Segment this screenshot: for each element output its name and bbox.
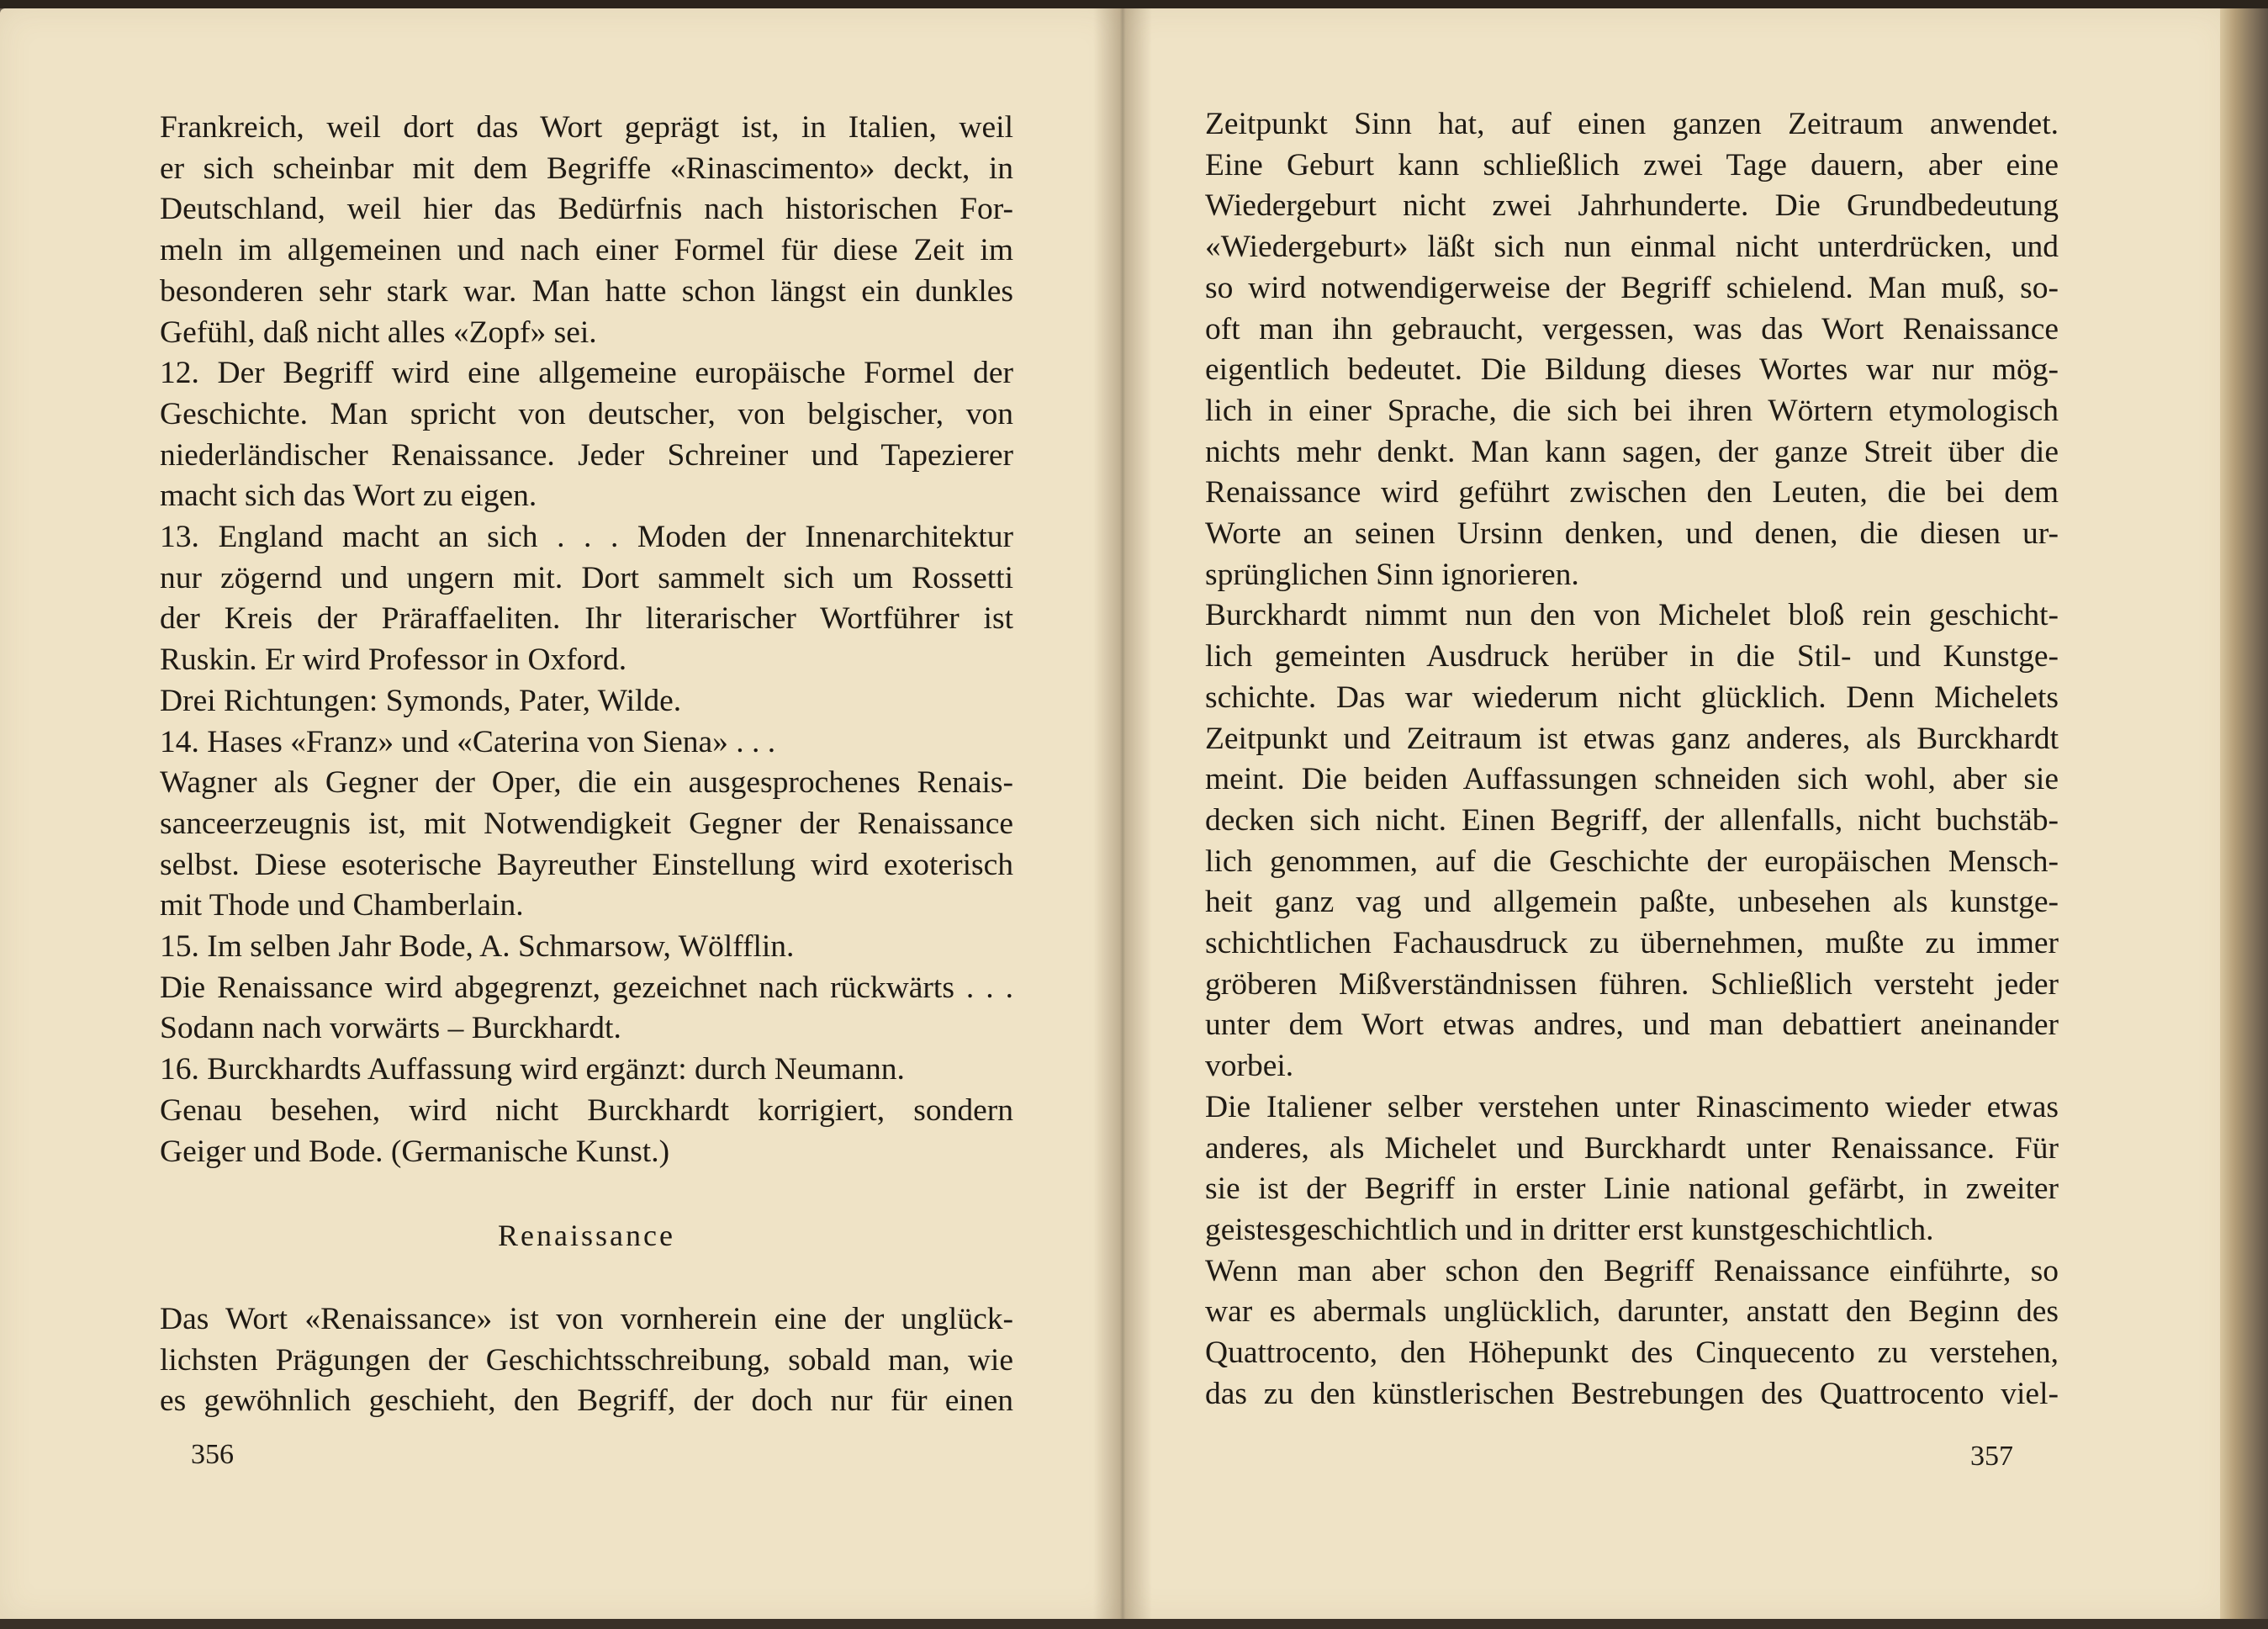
- text-line: das zu den künstlerischen Bestrebungen des Quattrocento viel-: [1205, 1376, 2059, 1411]
- text-line: Wiedergeburt nicht zwei Jahrhunderte. Die Grundbedeutung: [1205, 188, 2059, 224]
- text-line: schichte. Das war wiederum nicht glücklich. Denn Michelets: [1205, 680, 2059, 715]
- text-line: vorbei.: [1205, 1049, 1294, 1084]
- text-line: Quattrocento, den Höhepunkt des Cinquecento zu verstehen,: [1205, 1335, 2059, 1371]
- text-line: Renaissance wird geführt zwischen den Leuten, die bei dem: [1205, 475, 2059, 510]
- text-line: gröberen Mißverständnissen führen. Schließlich versteht jeder: [1205, 966, 2059, 1002]
- text-line: war es abermals unglücklich, darunter, anstatt den Beginn des: [1205, 1294, 2059, 1330]
- text-line: Sodann nach vorwärts – Burckhardt.: [160, 1011, 621, 1046]
- text-line: Genau besehen, wird nicht Burckhardt korrigiert, sondern: [160, 1092, 1013, 1128]
- text-line: nichts mehr denkt. Man kann sagen, der ganze Streit über die: [1205, 434, 2059, 469]
- text-line: oft man ihn gebraucht, vergessen, was das Wort Renaissance: [1205, 311, 2059, 346]
- text-line: es gewöhnlich geschieht, den Begriff, der doch nur für einen: [160, 1383, 1013, 1419]
- text-line: der Kreis der Präraffaeliten. Ihr literarischer Wortführer ist: [160, 601, 1013, 637]
- text-line: sie ist der Begriff in erster Linie national gefärbt, in zweiter: [1205, 1172, 2059, 1207]
- text-line: Eine Geburt kann schließlich zwei Tage dauern, aber eine: [1205, 147, 2059, 182]
- text-line: Deutschland, weil hier das Bedürfnis nach historischen For-: [160, 192, 1013, 227]
- text-line: Das Wort «Renaissance» ist von vornherein eine der unglück-: [160, 1302, 1013, 1336]
- text-line: Die Renaissance wird abgegrenzt, gezeichnet nach rückwärts . . .: [160, 970, 1013, 1005]
- text-line: meint. Die beiden Auffassungen schneiden sich wohl, aber sie: [1205, 762, 2059, 797]
- page-edges: [2220, 8, 2268, 1619]
- text-line: unter dem Wort etwas andres, und man debattiert aneinander: [1205, 1008, 2059, 1043]
- text-line: Drei Richtungen: Symonds, Pater, Wilde.: [160, 683, 682, 718]
- text-line: Ruskin. Er wird Professor in Oxford.: [160, 643, 627, 678]
- text-line: besonderen sehr stark war. Man hatte schon längst ein dunkles: [160, 273, 1013, 309]
- text-line: 15. Im selben Jahr Bode, A. Schmarsow, Wölfflin.: [160, 929, 795, 965]
- text-line: lichsten Prägungen der Geschichtsschreibung, sobald man, wie: [160, 1342, 1013, 1378]
- text-line: niederländischer Renaissance. Jeder Schreiner und Tapezierer: [160, 437, 1013, 473]
- text-line: nur zögernd und ungern mit. Dort sammelt sich um Rossetti: [160, 560, 1013, 595]
- text-line: lich genommen, auf die Geschichte der europäischen Mensch-: [1205, 844, 2059, 879]
- text-line: macht sich das Wort zu eigen.: [160, 479, 537, 514]
- text-line: 13. England macht an sich . . . Moden der Innenarchitektur: [160, 520, 1013, 555]
- page-number-left: 356: [191, 1439, 234, 1470]
- book-gutter: [1093, 8, 1152, 1619]
- left-page-text: [160, 108, 1013, 1172]
- text-line: er sich scheinbar mit dem Begriffe «Rinascimento» deckt, in: [160, 151, 1013, 186]
- section-body: [160, 1299, 1013, 1422]
- top-edge: [0, 0, 2268, 8]
- text-line: decken sich nicht. Einen Begriff, der allenfalls, nicht buchstäb-: [1205, 802, 2059, 838]
- page-number-right: 357: [1970, 1441, 2013, 1472]
- text-line: heit ganz vag und allgemein paßte, unbesehen als kunstge-: [1205, 885, 2059, 920]
- text-line: Geiger und Bode. (Germanische Kunst.): [160, 1134, 670, 1169]
- text-line: eigentlich bedeutet. Die Bildung dieses Wortes war nur mög-: [1205, 352, 2059, 388]
- right-page-text: [1205, 104, 2059, 1415]
- text-line: Zeitpunkt Sinn hat, auf einen ganzen Zeitraum anwendet.: [1205, 107, 2059, 141]
- text-line: Wenn man aber schon den Begriff Renaissance einführte, so: [1205, 1253, 2059, 1288]
- text-line: sprünglichen Sinn ignorieren.: [1205, 557, 1579, 592]
- text-line: Wagner als Gegner der Oper, die ein ausgesprochenes Renais-: [160, 765, 1013, 801]
- text-line: lich in einer Sprache, die sich bei ihren Wörtern etymologisch: [1205, 393, 2059, 428]
- text-line: sanceerzeugnis ist, mit Notwendigkeit Gegner der Renaissance: [160, 806, 1013, 841]
- text-line: Gefühl, daß nicht alles «Zopf» sei.: [160, 315, 597, 350]
- text-line: Geschichte. Man spricht von deutscher, von belgischer, von: [160, 396, 1013, 431]
- text-line: 12. Der Begriff wird eine allgemeine europäische Formel der: [160, 356, 1013, 391]
- text-line: Zeitpunkt und Zeitraum ist etwas ganz anderes, als Burckhardt: [1205, 721, 2059, 756]
- text-line: Worte an seinen Ursinn denken, und denen, die diesen ur-: [1205, 516, 2059, 552]
- text-line: 16. Burckhardts Auffassung wird ergänzt: durch Neumann.: [160, 1052, 905, 1087]
- text-line: lich gemeinten Ausdruck herüber in die Stil- und Kunstge-: [1205, 639, 2059, 674]
- text-line: 14. Hases «Franz» und «Caterina von Siena» . . .: [160, 724, 776, 759]
- text-line: Burckhardt nimmt nun den von Michelet bloß rein geschicht-: [1205, 598, 2059, 633]
- text-line: schichtlichen Fachausdruck zu übernehmen, mußte zu immer: [1205, 926, 2059, 961]
- text-line: «Wiedergeburt» läßt sich nun einmal nicht unterdrücken, und: [1205, 230, 2059, 265]
- text-line: selbst. Diese esoterische Bayreuther Einstellung wird exoterisch: [160, 847, 1013, 882]
- text-line: Die Italiener selber verstehen unter Rinascimento wieder etwas: [1205, 1089, 2059, 1124]
- text-line: Frankreich, weil dort das Wort geprägt ist, in Italien, weil: [160, 110, 1013, 145]
- text-line: geistesgeschichtlich und in dritter erst kunstgeschichtlich.: [1205, 1212, 1934, 1247]
- text-line: mit Thode und Chamberlain.: [160, 888, 524, 923]
- text-line: anderes, als Michelet und Burckhardt unter Renaissance. Für: [1205, 1130, 2059, 1166]
- text-line: so wird notwendigerweise der Begriff schielend. Man muß, so-: [1205, 270, 2059, 305]
- text-line: meln im allgemeinen und nach einer Formel für diese Zeit im: [160, 233, 1013, 268]
- section-heading: Renaissance: [498, 1219, 675, 1252]
- bottom-edge: [0, 1619, 2268, 1629]
